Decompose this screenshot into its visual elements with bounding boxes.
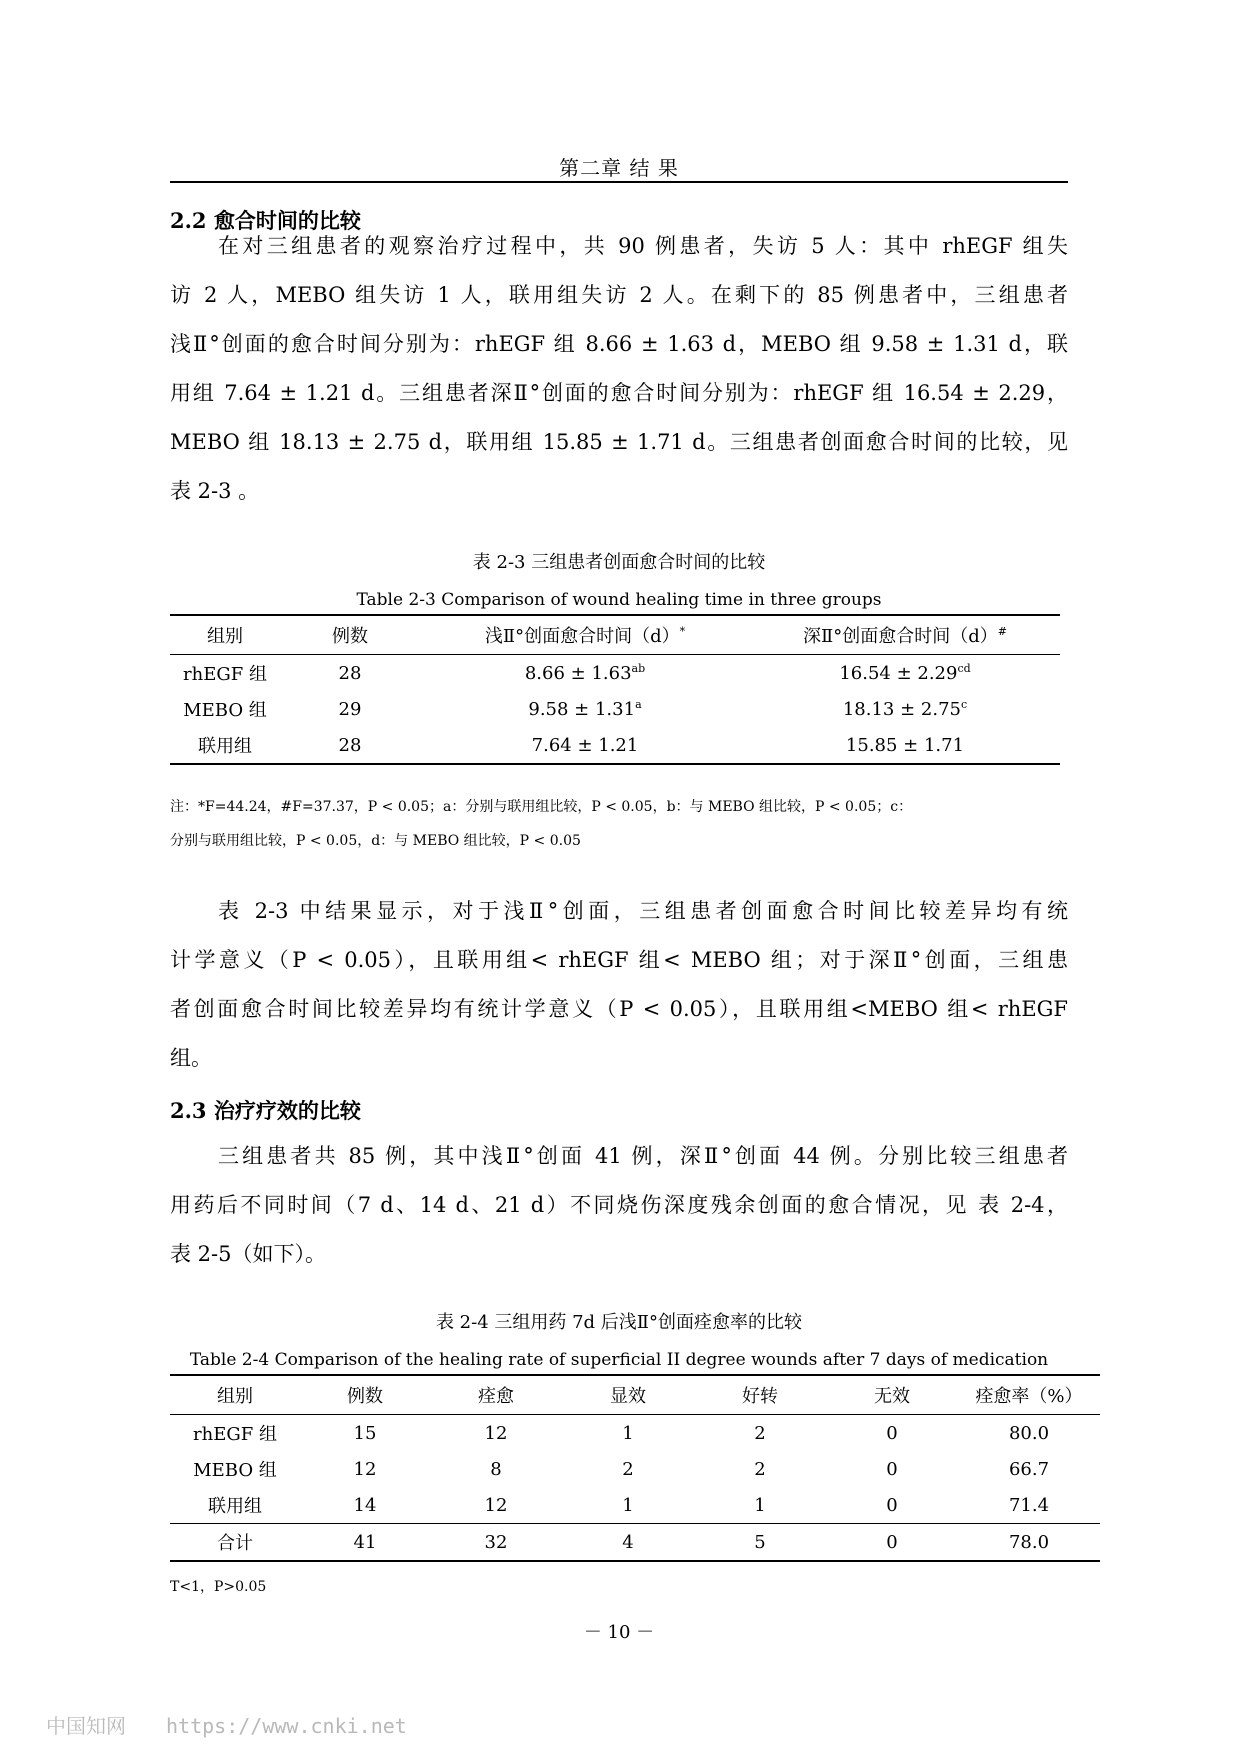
section-heading-2-2: 2.2 愈合时间的比较	[170, 208, 361, 233]
section-heading-2-3: 2.3 治疗疗效的比较	[170, 1098, 361, 1123]
table-2-3-caption-en: Table 2-3 Comparison of wound healing time in three groups	[356, 590, 882, 610]
table-header-cell: 深Ⅱ°创面愈合时间（d）#	[803, 625, 1007, 647]
watermark-text: 中国知网	[46, 1714, 126, 1738]
table-2-4-caption-en: Table 2-4 Comparison of the healing rate of superficial II degree wounds after 7 days of medication	[189, 1350, 1049, 1370]
header-rule	[170, 181, 1068, 183]
table-row: MEBO 组 29 9.58 ± 1.31$^a$ 18.13 ± 2.75$^c$	[183, 698, 968, 721]
note-line: 分别与联用组比较，P < 0.05，d：与 MEBO 组比较，P < 0.05	[170, 833, 581, 849]
paragraph-line: 用组 7.64 ± 1.21 d。三组患者深Ⅱ°创面的愈合时间分别为：rhEGF 组 16.54 ± 2.29，	[170, 381, 1068, 405]
table-header-cell: 显效	[610, 1386, 646, 1407]
table-2-4	[170, 1374, 1100, 1562]
paragraph-line: 表 2-3 。	[170, 479, 260, 503]
paragraph-line: 表 2-3 中结果显示，对于浅Ⅱ°创面，三组患者创面愈合时间比较差异均有统	[218, 899, 1068, 923]
paragraph-line: 表 2-5（如下）。	[170, 1242, 326, 1266]
running-header: 第二章 结 果	[559, 156, 679, 180]
paragraph-table-2-3-result	[170, 887, 1068, 1083]
paragraph-line: 组。	[170, 1046, 212, 1070]
page-number: － 10 －	[583, 1622, 655, 1643]
table-total-row: 合计 41 32 4 5 0 78.0	[170, 1524, 1100, 1562]
table-header-cell: 痊愈	[478, 1386, 514, 1407]
table-row: 联用组 28 7.64 ± 1.21 15.85 ± 1.71	[198, 734, 965, 757]
cnki-watermark	[46, 1710, 407, 1739]
paragraph-line: 者创面愈合时间比较差异均有统计学意义（P < 0.05），且联用组<MEBO 组< rhEGF	[170, 997, 1068, 1021]
paragraph-line: MEBO 组 18.13 ± 2.75 d，联用组 15.85 ± 1.71 d。三组患者创面愈合时间的比较，见	[170, 430, 1068, 454]
paragraph-line: 访 2 人，MEBO 组失访 1 人，联用组失访 2 人。在剩下的 85 例患者中，三组患者	[170, 283, 1068, 307]
table-2-3-caption-cn: 表 2-3 三组患者创面愈合时间的比较	[472, 552, 766, 573]
table-row: rhEGF 组 28 8.66 ± 1.63$^{ab}$ 16.54 ± 2.29$^{cd}$	[183, 662, 971, 685]
paragraph-line: 用药后不同时间（7 d、14 d、21 d）不同烧伤深度残余创面的愈合情况，见 表 2-4，	[170, 1193, 1068, 1217]
table-row: 联用组 14 12 1 1 0 71.4	[208, 1494, 1050, 1517]
table-row: MEBO 组 12 8 2 2 0 66.7	[193, 1458, 1050, 1481]
watermark-url: https://www.cnki.net	[166, 1714, 407, 1738]
table-header-cell: 好转	[742, 1386, 778, 1407]
paragraph-healing-time	[170, 222, 1068, 516]
paragraph-line: 三组患者共 85 例，其中浅Ⅱ°创面 41 例，深Ⅱ°创面 44 例。分别比较三组患者	[218, 1144, 1068, 1168]
table-header-cell: 组别	[207, 626, 243, 647]
table-header-cell: 无效	[874, 1386, 910, 1407]
table-2-3	[170, 614, 1060, 765]
table-header-cell: 痊愈率（%）	[975, 1386, 1083, 1407]
table-header-cell: 例数	[332, 626, 368, 647]
paragraph-line: 在对三组患者的观察治疗过程中，共 90 例患者，失访 5 人：其中 rhEGF 组失	[218, 234, 1068, 258]
table-header-cell: 组别	[217, 1386, 253, 1407]
paragraph-line: 浅Ⅱ°创面的愈合时间分别为：rhEGF 组 8.66 ± 1.63 d，MEBO 组 9.58 ± 1.31 d，联	[170, 332, 1068, 356]
table-header-cell: 浅Ⅱ°创面愈合时间（d）*	[484, 625, 686, 647]
table-2-3-note	[170, 790, 1068, 858]
note-line: 注：*F=44.24，#F=37.37，P < 0.05；a：分别与联用组比较，P < 0.05，b：与 MEBO 组比较，P < 0.05；c：	[170, 799, 913, 815]
table-2-4-caption-cn: 表 2-4 三组用药 7d 后浅Ⅱ°创面痊愈率的比较	[435, 1312, 803, 1333]
table-header-cell: 例数	[347, 1386, 383, 1407]
paragraph-efficacy	[170, 1132, 1068, 1279]
table-2-4-note: T<1，P>0.05	[170, 1579, 267, 1595]
paragraph-line: 计学意义（P < 0.05），且联用组< rhEGF 组< MEBO 组；对于深Ⅱ°创面，三组患	[170, 948, 1068, 972]
table-row: rhEGF 组 15 12 1 2 0 80.0	[193, 1422, 1050, 1445]
